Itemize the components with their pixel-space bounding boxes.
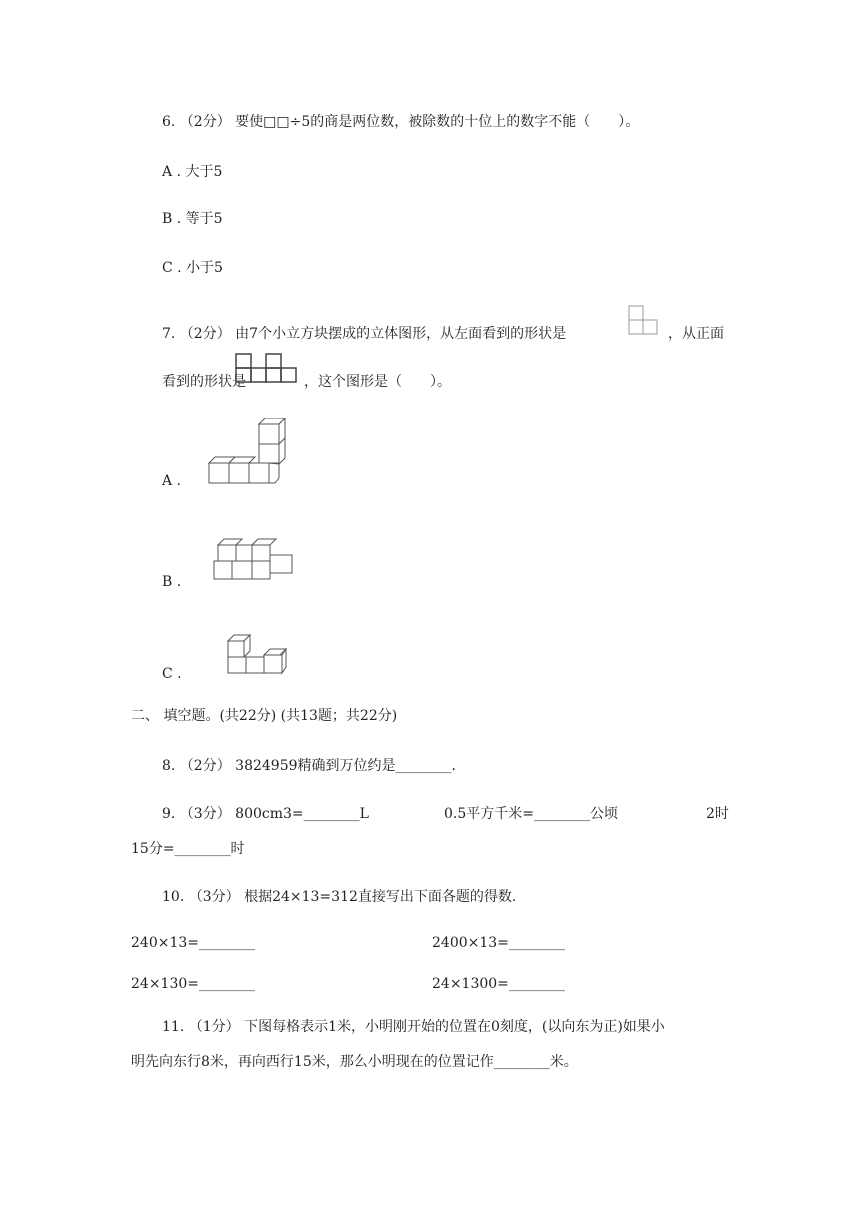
q10-item-1: 240×13=________ xyxy=(131,935,255,951)
q7-option-c: C . xyxy=(162,666,182,682)
q10-item-3: 24×130=________ xyxy=(131,976,255,992)
q9-line2: 15分=________时 xyxy=(131,841,245,857)
q7-option-a: A . xyxy=(162,473,182,489)
cube-figure-c xyxy=(224,633,290,675)
q6-stem: 6. （2分） 要使□□÷5的商是两位数，被除数的十位上的数字不能（ ）。 xyxy=(162,114,640,130)
left-view-figure xyxy=(628,305,660,335)
q7-stem-line1-end: ，从正面 xyxy=(668,326,724,342)
q9-part3: 2时 xyxy=(706,806,729,822)
cube-figure-b xyxy=(212,537,298,581)
q6-option-c: C . 小于5 xyxy=(162,260,223,276)
q9-part2: 0.5平方千米=________公顷 xyxy=(444,806,618,822)
q7-stem-line2-end: ，这个图形是（ ）。 xyxy=(304,374,451,390)
q8-text: 8. （2分） 3824959精确到万位约是________. xyxy=(162,758,456,774)
q9-part1: 9. （3分） 800cm3=________L xyxy=(162,806,369,822)
cube-figure-a xyxy=(207,418,287,488)
q6-option-b: B . 等于5 xyxy=(162,211,223,227)
q10-stem: 10. （3分） 根据24×13=312直接写出下面各题的得数. xyxy=(162,889,517,905)
q11-line1: 11. （1分） 下图每格表示1米，小明刚开始的位置在0刻度，(以向东为正)如果小 xyxy=(162,1019,665,1035)
q7-stem-line2: 看到的形状是 xyxy=(162,374,246,390)
q11-line2: 明先向东行8米，再向西行15米，那么小明现在的位置记作________米。 xyxy=(131,1054,578,1070)
q7-stem-line1: 7. （2分） 由7个小立方块摆成的立体图形，从左面看到的形状是 xyxy=(162,326,567,342)
q10-item-2: 2400×13=________ xyxy=(432,935,565,951)
q10-item-4: 24×1300=________ xyxy=(432,976,565,992)
front-view-figure xyxy=(234,352,298,384)
q7-option-b: B . xyxy=(162,574,182,590)
section-2-title: 二、 填空题。(共22分) (共13题；共22分) xyxy=(131,708,398,724)
q6-option-a: A . 大于5 xyxy=(162,164,223,180)
